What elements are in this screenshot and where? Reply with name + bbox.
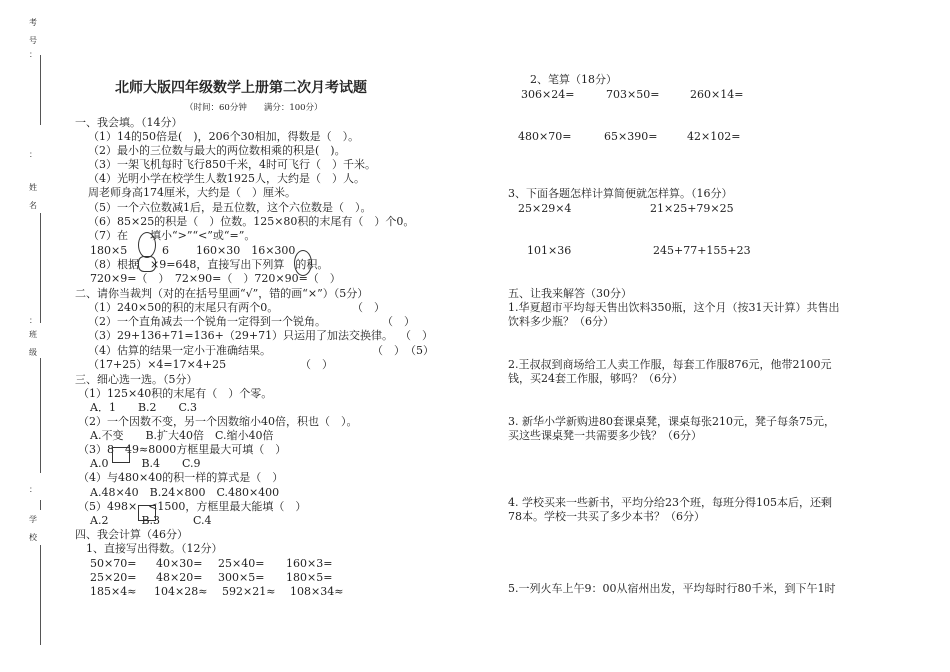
simple-calc-4: 245+77+155+23 — [653, 244, 751, 257]
calc-r2-c2: 48×20= — [156, 571, 203, 584]
s2-q4: （4）估算的结果一定小于准确结果。 — [88, 344, 271, 357]
section-2-title: 二、请你当裁判（对的在括号里画“√”，错的画“×”）（5分） — [75, 287, 369, 300]
margin-line-2 — [40, 213, 41, 323]
problem-5-line-1: 5.一列火车上午9：00从宿州出发，平均每时行80千米，到下午1时 — [508, 582, 836, 595]
s3-q5: （5）498× <1500，方框里最大能填（ ） — [78, 500, 307, 513]
problem-2-line-2: 钱，买24套工作服，够吗？（6分） — [508, 372, 683, 385]
s4-sub1-title: 1、直接写出得数。（12分） — [86, 542, 223, 555]
s3-q5-options: A.2 B.3 C.4 — [90, 514, 212, 527]
s3-q4-options: A.48×40 B.24×800 C.480×400 — [90, 486, 280, 499]
s1-q7: （7）在 填小“>”“<”或“=”。 — [88, 229, 256, 242]
calc-r3-c2: 104×28≈ — [154, 585, 208, 598]
s1-q2: （2）最小的三位数与最大的两位数相乘的积是( )。 — [88, 144, 346, 157]
s2-q4-paren: （ ） （5） — [372, 344, 434, 357]
margin-label-ban: 班 — [29, 330, 37, 339]
s2-q2-paren: （ ） — [382, 315, 415, 328]
s1-q7-a: 180×5 — [90, 244, 128, 257]
margin-line-5 — [40, 545, 41, 645]
compare-circle-1 — [138, 232, 156, 258]
written-calc-6: 42×102= — [687, 130, 741, 143]
s2-q5: （17+25）×4=17×4+25 — [88, 358, 227, 371]
s1-q7-b: 6 — [162, 244, 169, 257]
s3-q4: （4）与480×40的积一样的算式是（ ） — [78, 471, 284, 484]
s2-q1: （1）240×50的积的末尾只有两个0。 — [88, 301, 279, 314]
problem-2-line-1: 2.王叔叔到商场给工人卖工作服，每套工作服876元，他带2100元 — [508, 358, 832, 371]
s1-q8-answers: 720×9=（ ） 72×90=（ ）720×90=（ ） — [90, 272, 341, 285]
page-subtitle: （时间：60分钟 满分：100分） — [185, 103, 323, 113]
calc-r2-c1: 25×20= — [90, 571, 137, 584]
s2-q3: （3）29+136+71=136+（29+71）只运用了加法交换律。 — [88, 329, 394, 342]
s2-q1-paren: （ ） — [352, 301, 385, 314]
margin-label-xiao: 校 — [29, 533, 37, 542]
s3-q3: （3）8 49≈8000方框里最大可填（ ） — [78, 443, 287, 456]
section-5-title: 五、让我来解答（30分） — [508, 287, 632, 300]
calc-r3-c1: 185×4≈ — [90, 585, 137, 598]
problem-3-line-2: 买这些课桌凳一共需要多少钱？（6分） — [508, 429, 702, 442]
s3-q2: （2）一个因数不变，另一个因数缩小40倍，积也（ ）。 — [78, 415, 358, 428]
section-4-title: 四、我会计算（46分） — [75, 528, 188, 541]
written-calc-3: 260×14= — [690, 88, 744, 101]
margin-line-4 — [40, 500, 41, 510]
margin-label-ji: 级 — [29, 348, 37, 357]
s3-q2-options: A.不变 B.扩大40倍 C.缩小40倍 — [90, 429, 274, 442]
s4-sub3-title: 3、下面各题怎样计算简便就怎样算。（16分） — [508, 187, 733, 200]
margin-colon-3: ： — [29, 316, 37, 325]
simple-calc-3: 101×36 — [527, 244, 572, 257]
problem-1-line-1: 1.华夏超市平均每天售出饮料350瓶，这个月（按31天计算）共售出 — [508, 301, 840, 314]
calc-r2-c3: 300×5= — [218, 571, 265, 584]
s1-q5: （5）一个六位数减1后，是五位数，这个六位数是（ ）。 — [88, 201, 372, 214]
simple-calc-1: 25×29×4 — [518, 202, 572, 215]
calc-r1-c3: 25×40= — [218, 557, 265, 570]
problem-4-line-1: 4. 学校买来一些新书，平均分给23个班，每班分得105本后，还剩 — [508, 496, 832, 509]
margin-colon-1: ： — [29, 50, 37, 59]
simple-calc-2: 21×25+79×25 — [650, 202, 734, 215]
margin-label-xue: 学 — [29, 515, 37, 524]
calc-r3-c4: 108×34≈ — [290, 585, 344, 598]
s1-q4b: 周老师身高174厘米，大约是（ ）厘米。 — [88, 186, 296, 199]
margin-colon-2: ： — [29, 150, 37, 159]
s1-q7-c: 160×30 16×300 — [196, 244, 296, 257]
s1-q6: （6）85×25的积是（ ）位数。125×80积的末尾有（ ）个0。 — [88, 215, 415, 228]
s2-q5-paren: （ ） — [300, 358, 333, 371]
calc-r1-c1: 50×70= — [90, 557, 137, 570]
written-calc-4: 480×70= — [518, 130, 572, 143]
margin-label-kao: 考 — [29, 18, 37, 27]
section-3-title: 三、细心选一选。（5分） — [75, 373, 198, 386]
s3-q1: （1）125×40积的末尾有（ ）个零。 — [78, 387, 273, 400]
written-calc-1: 306×24= — [521, 88, 575, 101]
problem-4-line-2: 78本。学校一共买了多少本书？（6分） — [508, 510, 705, 523]
s1-q3: （3）一架飞机每时飞行850千米，4时可飞行（ ）千米。 — [88, 158, 376, 171]
s2-q3-paren: （ ） — [400, 329, 433, 342]
problem-3-line-1: 3. 新华小学新购进80套课桌凳，课桌每张210元，凳子每条75元， — [508, 415, 835, 428]
s3-q1-options: A．1 B.2 C.3 — [90, 401, 198, 414]
margin-colon-4: ： — [29, 485, 37, 494]
s1-q8: （8）根据 ×9=648，直接写出下列算 的积。 — [88, 258, 329, 271]
calc-r3-c3: 592×21≈ — [222, 585, 276, 598]
calc-r1-c4: 160×3= — [286, 557, 333, 570]
calc-r1-c2: 40×30= — [156, 557, 203, 570]
margin-line-top — [40, 55, 41, 125]
page-title: 北师大版四年级数学上册第二次月考试题 — [115, 80, 367, 96]
problem-1-line-2: 饮料多少瓶？（6分） — [508, 315, 614, 328]
s1-q1: （1）14的50倍是( )，206个30相加，得数是（ ）。 — [88, 130, 360, 143]
calc-r2-c4: 180×5= — [286, 571, 333, 584]
section-1-title: 一、我会填。（14分） — [75, 116, 183, 129]
written-calc-2: 703×50= — [606, 88, 660, 101]
margin-label-xing: 姓 — [29, 183, 37, 192]
margin-line-3 — [40, 358, 41, 473]
s2-q2: （2）一个直角减去一个锐角一定得到一个锐角。 — [88, 315, 326, 328]
written-calc-5: 65×390= — [604, 130, 658, 143]
s1-q4: （4）光明小学在校学生人数1925人，大约是（ ）人。 — [88, 172, 365, 185]
margin-label-ming: 名 — [29, 201, 37, 210]
margin-label-hao: 号 — [29, 36, 37, 45]
s3-q3-options: A.0 B.4 C.9 — [90, 457, 201, 470]
s4-sub2-title: 2、笔算（18分） — [530, 73, 617, 86]
